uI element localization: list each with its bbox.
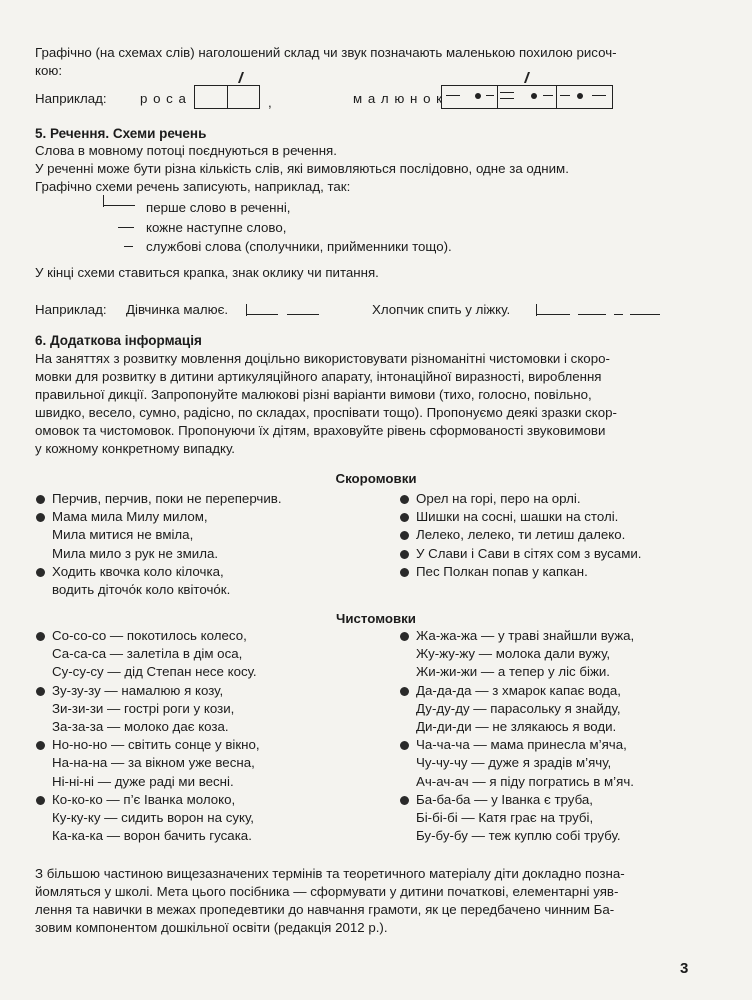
section-6-line-1: На заняттях з розвитку мовлення доцільно використовувати різноманітні чистомовки і скоро- xyxy=(35,351,610,366)
list-item: Пес Полкан попав у капкан. xyxy=(416,563,641,581)
legend-first-word: перше слово в реченні, xyxy=(146,200,291,215)
closing-line-4: зовим компонентом дошкільної освіти (редакція 2012 р.). xyxy=(35,920,388,935)
list-item: Ча-ча-ча — мама принесла м’яча, xyxy=(416,736,634,754)
example-word-malyunok: м а л ю н о к xyxy=(353,91,443,106)
list-item: водить діточо́к коло квіточо́к. xyxy=(52,581,231,597)
section-5-heading: 5. Речення. Схеми речень xyxy=(35,126,207,141)
list-item: Бі-бі-бі — Катя грає на трубі, xyxy=(416,809,594,825)
closing-line-1: З більшою частиною вищезазначених термінів та теоретичного матеріалу діти докладно позна- xyxy=(35,866,625,881)
list-item: Са-са-са — залетіла в дім оса, xyxy=(52,646,243,662)
intro-line-1: Графічно (на схемах слів) наголошений склад чи звук позначають маленькою похилою рисоч- xyxy=(35,45,617,60)
section-6-line-6: у кожному конкретному випадку. xyxy=(35,441,235,456)
bullet-icon xyxy=(400,741,409,750)
list-item: Мила мило з рук не змила. xyxy=(52,545,219,561)
bullet-icon xyxy=(400,632,409,641)
list-item: Мама мила Милу милом, xyxy=(52,508,282,526)
skoromovky-heading: Скоромовки xyxy=(335,471,417,486)
list-item: Ко-ко-ко — п’є Іванка молоко, xyxy=(52,791,260,809)
legend-next-word-symbol xyxy=(118,227,134,228)
legend-next-word: кожне наступне слово, xyxy=(146,220,287,235)
list-item: Бу-бу-бу — теж куплю собі трубу. xyxy=(416,828,621,844)
bullet-icon xyxy=(400,687,409,696)
closing-line-2: йомляться у школі. Мета цього посібника — сформувати у дитини початкові, елементарні уяв- xyxy=(35,884,619,899)
section-5-line-1: Слова в мовному потоці поєднуються в речення. xyxy=(35,143,337,158)
example2-label: Наприклад: xyxy=(35,302,107,317)
section-6-line-3: правильної дикції. Запропонуйте малюкові різні варіанти вимови (тихо, голосно, повільно, xyxy=(35,387,592,402)
section-6-heading: 6. Додаткова інформація xyxy=(35,333,202,348)
bullet-icon xyxy=(36,513,45,522)
example2-sentence-b: Хлопчик спить у ліжку. xyxy=(372,302,511,317)
skoromovky-left-column xyxy=(52,490,282,599)
example-word-rosa: р о с а xyxy=(140,91,187,106)
bullet-icon xyxy=(400,513,409,522)
list-item: Ач-ач-ач — я піду погратись в м’яч. xyxy=(416,773,634,789)
example-label: Наприклад: xyxy=(35,91,107,106)
list-item: На-на-на — за вікном уже весна, xyxy=(52,755,255,771)
bullet-icon xyxy=(400,531,409,540)
bullet-icon xyxy=(400,568,409,577)
bullet-icon xyxy=(36,568,45,577)
list-item: Ка-ка-ка — ворон бачить гусака. xyxy=(52,828,252,844)
example-comma: , xyxy=(268,95,272,110)
legend-service-words: службові слова (сполучники, прийменники тощо). xyxy=(146,239,452,254)
section-6-line-2: мовки для розвитку в дитини артикуляційного апарату, інтонаційної виразності, вироблення xyxy=(35,369,602,384)
list-item: Ду-ду-ду — парасольку я знайду, xyxy=(416,700,621,716)
list-item: Чу-чу-чу — дуже я зрадів м’ячу, xyxy=(416,755,612,771)
list-item: Жу-жу-жу — молока дали вужу, xyxy=(416,646,611,662)
list-item: Лелеко, лелеко, ти летиш далеко. xyxy=(416,526,641,544)
chystomovky-left-column xyxy=(52,627,260,845)
list-item: Шишки на сосні, шашки на столі. xyxy=(416,508,641,526)
closing-line-3: лення та навички в межах пропедевтики до навчання грамоти, як це передбачено чинним Ба- xyxy=(35,902,615,917)
list-item: Ходить квочка коло кілочка, xyxy=(52,563,282,581)
example2-sentence-a: Дівчинка малює. xyxy=(126,302,229,317)
list-item: Ні-ні-ні — дуже раді ми весні. xyxy=(52,773,234,789)
list-item: Мила митися не вміла, xyxy=(52,527,194,543)
legend-service-word-symbol xyxy=(124,246,133,247)
chystomovky-right-column xyxy=(416,627,634,845)
chystomovky-heading: Чистомовки xyxy=(336,611,416,626)
bullet-icon xyxy=(36,495,45,504)
list-item: Перчив, перчив, поки не переперчив. xyxy=(52,490,282,508)
bullet-icon xyxy=(400,550,409,559)
list-item: Со-со-со — покотилось колесо, xyxy=(52,627,260,645)
section-6-line-5: омовок та чистомовок. Пропонуючи їх дітям, враховуйте рівень сформованості звуковимови xyxy=(35,423,606,438)
skoromovky-right-column xyxy=(416,490,641,581)
section-5-ending: У кінці схеми ставиться крапка, знак оклику чи питання. xyxy=(35,265,379,280)
section-5-line-3: Графічно схеми речень записують, наприклад, так: xyxy=(35,179,351,194)
page-number: 3 xyxy=(680,960,689,977)
bullet-icon xyxy=(36,687,45,696)
list-item: Жи-жи-жи — а тепер у ліс біжи. xyxy=(416,664,610,680)
list-item: Но-но-но — світить сонце у вікно, xyxy=(52,736,260,754)
list-item: Су-су-су — дід Степан несе косу. xyxy=(52,664,257,680)
bullet-icon xyxy=(36,741,45,750)
list-item: Ди-ди-ди — не злякаюсь я води. xyxy=(416,718,617,734)
list-item: За-за-за — молоко дає коза. xyxy=(52,718,229,734)
list-item: Зи-зи-зи — гострі роги у кози, xyxy=(52,700,235,716)
list-item: Ба-ба-ба — у Іванка є труба, xyxy=(416,791,634,809)
list-item: Зу-зу-зу — намалюю я козу, xyxy=(52,682,260,700)
list-item: Да-да-да — з хмарок капає вода, xyxy=(416,682,634,700)
bullet-icon xyxy=(400,796,409,805)
bullet-icon xyxy=(36,796,45,805)
list-item: Жа-жа-жа — у траві знайшли вужа, xyxy=(416,627,634,645)
intro-line-2: кою: xyxy=(35,63,63,78)
section-6-line-4: швидко, весело, сумно, радісно, по складах, проспівати тощо). Пропонуємо деякі зразки скор- xyxy=(35,405,617,420)
list-item: Орел на горі, перо на орлі. xyxy=(416,490,641,508)
list-item: Ку-ку-ку — сидить ворон на суку, xyxy=(52,809,254,825)
section-5-line-2: У реченні може бути різна кількість слів, які вимовляються послідовно, одне за одним. xyxy=(35,161,569,176)
bullet-icon xyxy=(400,495,409,504)
bullet-icon xyxy=(36,632,45,641)
list-item: У Слави і Сави в сітях сом з вусами. xyxy=(416,545,641,563)
